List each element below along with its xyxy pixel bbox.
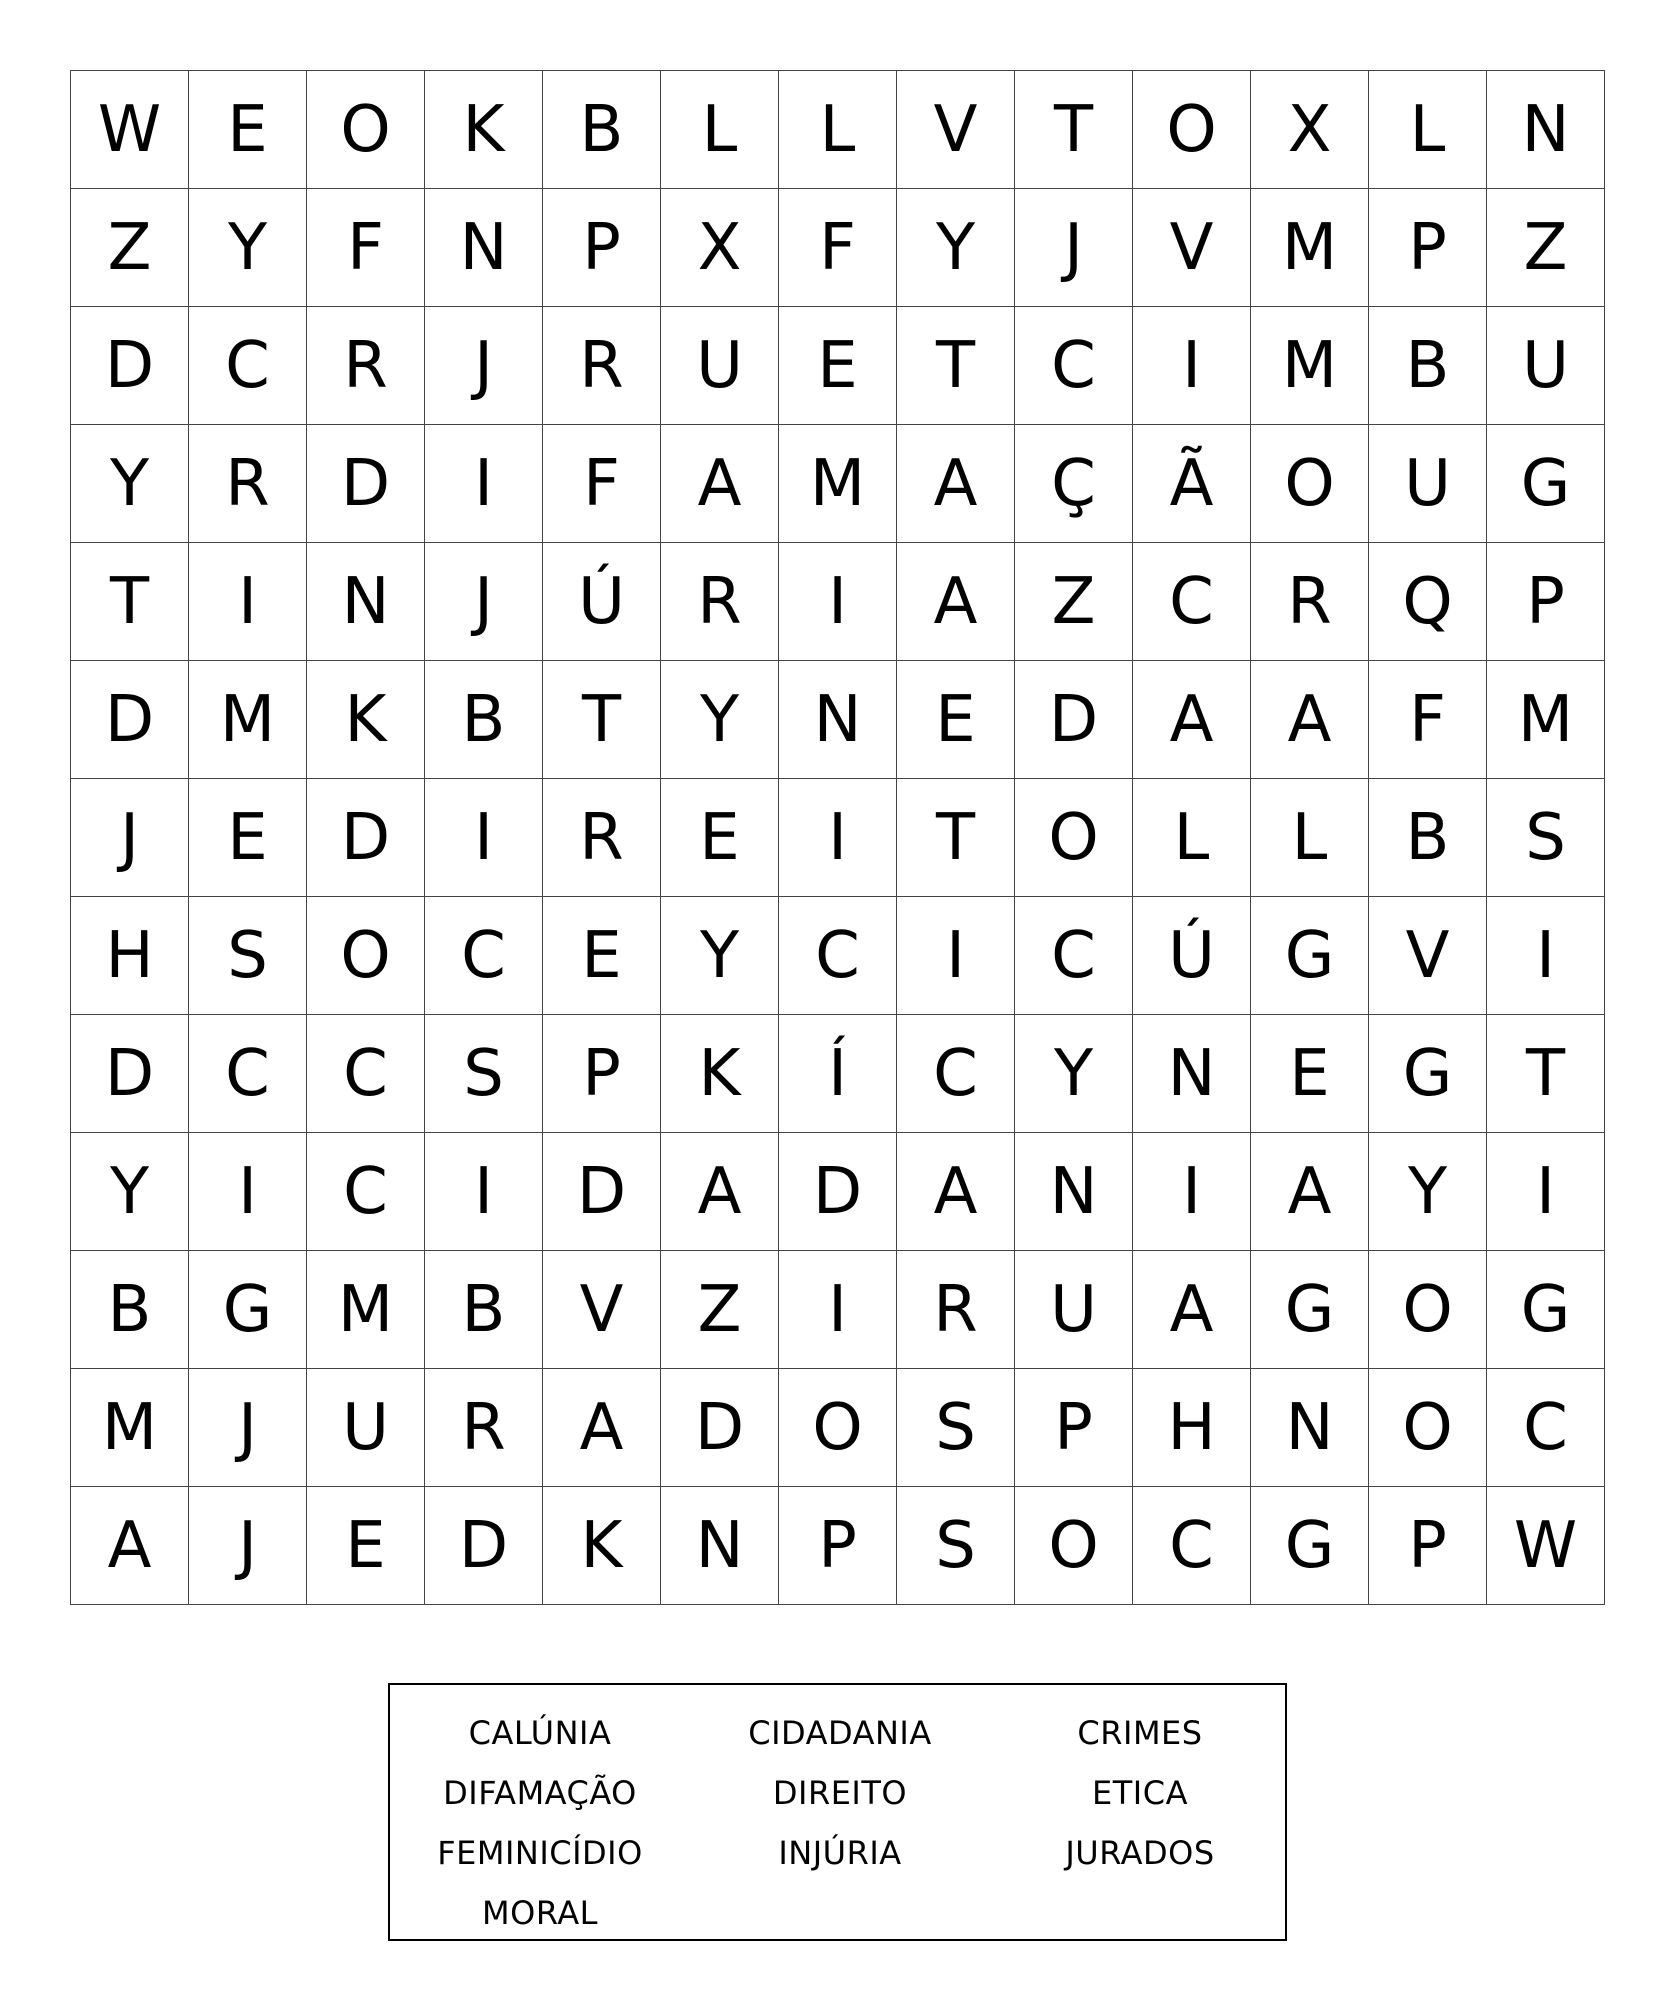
grid-cell[interactable]: I [1133, 307, 1251, 425]
grid-cell[interactable]: C [307, 1133, 425, 1251]
grid-cell[interactable]: Y [661, 661, 779, 779]
grid-cell[interactable]: Y [1015, 1015, 1133, 1133]
grid-cell[interactable]: Y [1369, 1133, 1487, 1251]
grid-cell[interactable]: D [661, 1369, 779, 1487]
grid-cell[interactable]: Y [71, 425, 189, 543]
grid-cell[interactable]: L [1251, 779, 1369, 897]
grid-cell[interactable]: I [425, 779, 543, 897]
grid-cell[interactable]: P [543, 1015, 661, 1133]
grid-cell[interactable]: P [779, 1487, 897, 1605]
grid-cell[interactable]: B [425, 661, 543, 779]
grid-cell[interactable]: P [1369, 189, 1487, 307]
grid-cell[interactable]: I [779, 543, 897, 661]
grid-cell[interactable]: N [1251, 1369, 1369, 1487]
grid-cell[interactable]: X [661, 189, 779, 307]
grid-cell[interactable]: R [543, 779, 661, 897]
grid-cell[interactable]: U [661, 307, 779, 425]
grid-cell[interactable]: D [307, 425, 425, 543]
grid-cell[interactable]: S [897, 1369, 1015, 1487]
grid-cell[interactable]: Ã [1133, 425, 1251, 543]
grid-cell[interactable]: D [543, 1133, 661, 1251]
grid-cell[interactable]: L [1133, 779, 1251, 897]
grid-cell[interactable]: M [307, 1251, 425, 1369]
grid-cell[interactable]: S [189, 897, 307, 1015]
grid-cell[interactable]: E [897, 661, 1015, 779]
grid-cell[interactable]: L [779, 71, 897, 189]
grid-cell[interactable]: A [1133, 661, 1251, 779]
grid-cell[interactable]: P [1369, 1487, 1487, 1605]
grid-cell[interactable]: B [71, 1251, 189, 1369]
word-list [390, 1703, 1285, 1943]
grid-cell[interactable]: M [1251, 307, 1369, 425]
grid-cell[interactable]: A [1251, 661, 1369, 779]
word-list-item: ETICA [1092, 1774, 1188, 1812]
grid-cell[interactable]: R [1251, 543, 1369, 661]
grid-cell[interactable]: E [661, 779, 779, 897]
grid-row [71, 1133, 1605, 1251]
grid-cell[interactable]: J [425, 307, 543, 425]
grid-cell[interactable]: H [1133, 1369, 1251, 1487]
grid-cell[interactable]: T [897, 307, 1015, 425]
word-list-box [388, 1683, 1287, 1941]
grid-cell[interactable]: C [1015, 897, 1133, 1015]
grid-cell[interactable]: I [897, 897, 1015, 1015]
grid-cell[interactable]: M [1251, 189, 1369, 307]
grid-cell[interactable]: C [779, 897, 897, 1015]
letter-grid [70, 70, 1605, 1605]
grid-cell[interactable]: Q [1369, 543, 1487, 661]
grid-cell[interactable]: G [1487, 425, 1605, 543]
grid-cell[interactable]: K [425, 71, 543, 189]
grid-cell[interactable]: O [1251, 425, 1369, 543]
grid-cell[interactable]: K [307, 661, 425, 779]
word-list-item: CRIMES [1077, 1714, 1203, 1752]
grid-cell[interactable]: N [1487, 71, 1605, 189]
grid-row [71, 189, 1605, 307]
grid-cell[interactable]: G [1369, 1015, 1487, 1133]
word-list-item: INJÚRIA [778, 1834, 902, 1872]
grid-cell[interactable]: V [897, 71, 1015, 189]
grid-row [71, 543, 1605, 661]
grid-cell[interactable]: D [425, 1487, 543, 1605]
grid-cell[interactable]: Z [1015, 543, 1133, 661]
grid-cell[interactable]: A [661, 425, 779, 543]
grid-cell[interactable]: O [1369, 1369, 1487, 1487]
grid-row [71, 71, 1605, 189]
grid-cell[interactable]: L [661, 71, 779, 189]
grid-cell[interactable]: M [189, 661, 307, 779]
grid-cell[interactable]: E [779, 307, 897, 425]
grid-cell[interactable]: B [1369, 307, 1487, 425]
grid-cell[interactable]: A [897, 543, 1015, 661]
grid-cell[interactable]: L [1369, 71, 1487, 189]
grid-cell[interactable]: I [425, 1133, 543, 1251]
grid-cell[interactable]: M [71, 1369, 189, 1487]
grid-cell[interactable]: I [189, 1133, 307, 1251]
grid-cell[interactable]: J [71, 779, 189, 897]
grid-cell[interactable]: S [1487, 779, 1605, 897]
grid-cell[interactable]: C [1133, 543, 1251, 661]
grid-cell[interactable]: I [1133, 1133, 1251, 1251]
grid-cell[interactable]: Í [779, 1015, 897, 1133]
grid-row [71, 307, 1605, 425]
grid-cell[interactable]: R [543, 307, 661, 425]
grid-cell[interactable]: J [425, 543, 543, 661]
grid-cell[interactable]: X [1251, 71, 1369, 189]
grid-cell[interactable]: H [71, 897, 189, 1015]
grid-cell[interactable]: P [1015, 1369, 1133, 1487]
grid-cell[interactable]: O [1369, 1251, 1487, 1369]
grid-cell[interactable]: T [897, 779, 1015, 897]
grid-cell[interactable]: P [543, 189, 661, 307]
grid-cell[interactable]: C [1133, 1487, 1251, 1605]
grid-cell[interactable]: C [189, 1015, 307, 1133]
grid-cell[interactable]: F [307, 189, 425, 307]
grid-cell[interactable]: F [779, 189, 897, 307]
grid-cell[interactable]: T [71, 543, 189, 661]
grid-cell[interactable]: Z [661, 1251, 779, 1369]
grid-cell[interactable]: A [1251, 1133, 1369, 1251]
grid-cell[interactable]: K [661, 1015, 779, 1133]
grid-cell[interactable]: D [779, 1133, 897, 1251]
grid-cell[interactable]: N [307, 543, 425, 661]
grid-cell[interactable]: Y [71, 1133, 189, 1251]
word-list-item: FEMINICÍDIO [437, 1834, 643, 1872]
grid-cell[interactable]: N [1133, 1015, 1251, 1133]
grid-cell[interactable]: A [71, 1487, 189, 1605]
grid-cell[interactable]: O [1015, 1487, 1133, 1605]
grid-cell[interactable]: G [1251, 897, 1369, 1015]
grid-cell[interactable]: G [1487, 1251, 1605, 1369]
grid-cell[interactable]: T [543, 661, 661, 779]
grid-cell[interactable]: E [543, 897, 661, 1015]
grid-cell[interactable]: D [307, 779, 425, 897]
grid-cell[interactable]: Y [189, 189, 307, 307]
grid-cell[interactable]: A [897, 425, 1015, 543]
grid-cell[interactable]: P [1487, 543, 1605, 661]
grid-cell[interactable]: R [189, 425, 307, 543]
grid-cell[interactable]: D [71, 661, 189, 779]
grid-cell[interactable]: J [189, 1487, 307, 1605]
grid-cell[interactable]: U [1487, 307, 1605, 425]
grid-cell[interactable]: D [71, 1015, 189, 1133]
grid-row [71, 661, 1605, 779]
grid-cell[interactable]: I [779, 1251, 897, 1369]
word-list-item: CALÚNIA [468, 1714, 612, 1752]
grid-cell[interactable]: E [189, 779, 307, 897]
grid-row [71, 897, 1605, 1015]
grid-cell[interactable]: I [425, 425, 543, 543]
grid-cell[interactable]: V [543, 1251, 661, 1369]
grid-cell[interactable]: D [1015, 661, 1133, 779]
grid-cell[interactable]: V [1133, 189, 1251, 307]
word-list-item: MORAL [482, 1894, 598, 1932]
grid-cell[interactable]: E [1251, 1015, 1369, 1133]
grid-row [71, 1251, 1605, 1369]
grid-cell[interactable]: I [1487, 897, 1605, 1015]
grid-cell[interactable]: E [189, 71, 307, 189]
grid-cell[interactable]: O [307, 71, 425, 189]
grid-cell[interactable]: Z [71, 189, 189, 307]
grid-cell[interactable]: Ú [1133, 897, 1251, 1015]
grid-cell[interactable]: V [1369, 897, 1487, 1015]
grid-cell[interactable]: M [779, 425, 897, 543]
grid-cell[interactable]: W [71, 71, 189, 189]
grid-cell[interactable]: S [425, 1015, 543, 1133]
word-list-item: DIREITO [772, 1774, 908, 1812]
grid-cell[interactable]: R [897, 1251, 1015, 1369]
grid-cell[interactable]: I [1487, 1133, 1605, 1251]
grid-cell[interactable]: N [1015, 1133, 1133, 1251]
grid-cell[interactable]: T [1015, 71, 1133, 189]
grid-cell[interactable]: C [189, 307, 307, 425]
grid-cell[interactable]: O [307, 897, 425, 1015]
grid-cell[interactable]: Ç [1015, 425, 1133, 543]
grid-cell[interactable]: B [425, 1251, 543, 1369]
word-list-item: DIFAMAÇÃO [443, 1774, 637, 1812]
grid-cell[interactable]: Y [661, 897, 779, 1015]
grid-cell[interactable]: S [897, 1487, 1015, 1605]
grid-cell[interactable]: G [1251, 1251, 1369, 1369]
grid-cell[interactable]: N [661, 1487, 779, 1605]
grid-cell[interactable]: A [543, 1369, 661, 1487]
grid-cell[interactable]: I [779, 779, 897, 897]
grid-cell[interactable]: Ú [543, 543, 661, 661]
grid-cell[interactable]: C [1487, 1369, 1605, 1487]
grid-cell[interactable]: N [425, 189, 543, 307]
grid-cell[interactable]: F [1369, 661, 1487, 779]
grid-cell[interactable]: J [1015, 189, 1133, 307]
grid-cell[interactable]: Z [1487, 189, 1605, 307]
grid-cell[interactable]: B [543, 71, 661, 189]
grid-cell[interactable]: I [189, 543, 307, 661]
grid-cell[interactable]: A [897, 1133, 1015, 1251]
grid-cell[interactable]: B [1369, 779, 1487, 897]
grid-cell[interactable]: J [189, 1369, 307, 1487]
grid-cell[interactable]: O [1133, 71, 1251, 189]
grid-row [71, 1369, 1605, 1487]
word-list-item: JURADOS [1065, 1834, 1215, 1872]
grid-cell[interactable]: K [543, 1487, 661, 1605]
grid-cell[interactable]: O [779, 1369, 897, 1487]
grid-row [71, 425, 1605, 543]
grid-cell[interactable]: M [1487, 661, 1605, 779]
grid-cell[interactable]: G [1251, 1487, 1369, 1605]
grid-cell[interactable]: D [71, 307, 189, 425]
grid-cell[interactable]: C [425, 897, 543, 1015]
grid-cell[interactable]: C [897, 1015, 1015, 1133]
grid-cell[interactable]: U [1015, 1251, 1133, 1369]
grid-cell[interactable]: U [1369, 425, 1487, 543]
grid-cell[interactable]: G [189, 1251, 307, 1369]
grid-cell[interactable]: C [307, 1015, 425, 1133]
grid-cell[interactable]: T [1487, 1015, 1605, 1133]
grid-cell[interactable]: Y [897, 189, 1015, 307]
grid-row [71, 779, 1605, 897]
grid-cell[interactable]: N [779, 661, 897, 779]
grid-cell[interactable]: A [1133, 1251, 1251, 1369]
grid-row [71, 1487, 1605, 1605]
grid-cell[interactable]: R [425, 1369, 543, 1487]
word-list-item: CIDADANIA [748, 1714, 932, 1752]
grid-cell[interactable]: E [307, 1487, 425, 1605]
grid-cell[interactable]: A [661, 1133, 779, 1251]
grid-cell[interactable]: C [1015, 307, 1133, 425]
grid-cell[interactable]: U [307, 1369, 425, 1487]
grid-row [71, 1015, 1605, 1133]
grid-cell[interactable]: O [1015, 779, 1133, 897]
grid-cell[interactable]: F [543, 425, 661, 543]
grid-cell[interactable]: R [661, 543, 779, 661]
grid-cell[interactable]: R [307, 307, 425, 425]
grid-cell[interactable]: W [1487, 1487, 1605, 1605]
